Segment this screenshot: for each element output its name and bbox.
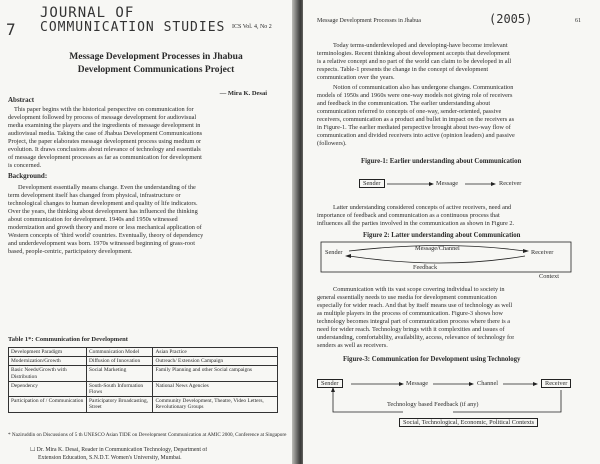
paragraph-line: importance of feedback and communication as a continuous process that	[317, 212, 500, 219]
fig2-message-channel-label: Message/Channel	[415, 245, 460, 252]
paragraph-line: technology becomes integral part of communication process where there is a	[317, 318, 511, 325]
fig3-sender-box: Sender	[317, 379, 343, 388]
background-line: about communication for development. 1940s and 1950s witnessed	[8, 216, 178, 223]
table-footnote: * Naziruddin on Discussions of 5 th UNESCO Asian TIDE on Development Communication at AMIC 2000, Conference at Singapore	[8, 432, 287, 438]
paragraph-line: communication and divided receivers into active (opinion leaders) and passive	[317, 132, 515, 139]
paragraph-line: terminologies. Recent thinking about development accepts that development	[317, 50, 510, 57]
table-caption: Table 1*: Communication for Development	[8, 336, 128, 343]
abstract-line: of message development processes as far as communication for development	[8, 154, 202, 161]
abstract-line: audiovisual media. Taking the case of Jhabua Development Communications	[8, 130, 203, 137]
paragraph-line: (followers).	[317, 140, 347, 147]
background-line: technological changes to human development and quality of life indicators.	[8, 200, 198, 207]
table-row	[9, 397, 278, 412]
background-line: Development essentially means change. Even the understanding of the	[18, 184, 196, 191]
figure-3-caption: Figure-3: Communication for Development using Technology	[343, 356, 521, 363]
figure-3-arrows	[303, 0, 600, 464]
paragraph-line: Notion of communication also has undergone changes. Communication	[333, 84, 514, 91]
fig1-sender-box: Sender	[359, 179, 385, 188]
background-line: modernization and growth theory and more or less mechanical application of	[8, 224, 202, 231]
table-cell: Dependency	[9, 381, 87, 396]
table-cell: South-South Information Flows	[87, 381, 153, 396]
table-header-row	[9, 348, 278, 357]
journal-title-line1: JOURNAL OF	[40, 5, 135, 21]
table-header-cell: Development Paradigm	[9, 348, 87, 357]
abstract-line: media examining the players and the ingredients of message development in	[8, 122, 201, 129]
table-cell: Social Marketing	[87, 366, 153, 381]
background-line: and underdevelopment was born. 1970s witnessed beginning of grass-root	[8, 240, 195, 247]
paragraph-line: in Figure-1. The earlier mediated perspective brought about two-way flow of	[317, 124, 511, 131]
paper-title-line2: Development Communications Project	[77, 65, 235, 75]
fig1-receiver-label: Receiver	[499, 180, 522, 187]
table-cell: Modernization/Growth	[9, 357, 87, 366]
journal-title-line2: COMMUNICATION STUDIES	[40, 20, 226, 35]
fig3-receiver-box: Receiver	[541, 379, 571, 388]
handwritten-year: (2005)	[489, 12, 533, 26]
table-row	[9, 357, 278, 366]
background-line: Western concepts of 'third world' countries. Eventually, theory of dependency	[8, 232, 204, 239]
figure-1-caption: Figure-1: Earlier understanding about Communication	[361, 158, 522, 165]
paragraph-line: communication referred to concepts of one-way, sender-oriented, passive	[317, 108, 502, 115]
running-head: Message Development Processes in Jhabua	[317, 18, 421, 24]
abstract-line: evolution. It draws conclusions about relevance of technology and essentials	[8, 146, 201, 153]
paragraph-line: especially for wider reach. And that by itself means use of technology as well	[317, 302, 513, 309]
background-line: based, people-centric, participatory development.	[8, 248, 133, 255]
fig2-sender-label: Sender	[325, 249, 343, 256]
background-line: term development itself has changed from physical, infrastructure or	[8, 192, 181, 199]
handwritten-mark: 7	[6, 20, 16, 39]
page-number: 61	[575, 18, 581, 24]
figure-2-caption: Figure 2: Latter understanding about Communication	[363, 232, 521, 239]
paragraph-line: need for wider reach. Technology brings with it complexities and issues of	[317, 326, 505, 333]
table-header-cell: Asian Practice	[153, 348, 278, 357]
fig1-message-label: Message	[436, 180, 459, 187]
issue-info: ICS Vol. 4, No 2	[232, 24, 272, 30]
paragraph-line: senders as well as receivers.	[317, 342, 388, 349]
author-note-line1: ☐ Dr. Mira K. Desai, Reader in Communication Technology, Department of	[30, 447, 208, 453]
table-cell: Outreach/ Extension Campaign	[153, 357, 278, 366]
paragraph-line: respects. Table-1 presents the change in the concept of development	[317, 66, 489, 73]
fig3-channel-label: Channel	[477, 380, 498, 387]
paragraph-line: general essentially needs to use media for development communication	[317, 294, 497, 301]
fig3-feedback-label: Technology based Feedback (if any)	[387, 401, 479, 408]
communication-table	[8, 347, 278, 413]
paragraph-line: is a relative concept and no part of the world can claim to be developed in all	[317, 58, 512, 65]
fig3-context-box: Social, Technological, Economic, Political Contexts	[399, 418, 538, 427]
table-cell: Diffusion of Innovation	[87, 357, 153, 366]
table-cell: Community Development, Theatre, Video Letters, Revolutionary Groups	[153, 397, 278, 412]
paragraph-line: understanding, comfortability, availability, access, relevance of technology for	[317, 334, 515, 341]
fig2-receiver-label: Receiver	[531, 249, 554, 256]
table-cell: Family Planning and other Social campaigns	[153, 366, 278, 381]
paragraph-line: receivers, communication as a product and bullet in impact on the receivers as	[317, 116, 515, 123]
left-page	[0, 0, 297, 464]
table-header-cell: Communication Model	[87, 348, 153, 357]
paragraph-line: Communication with its vast scope covering individual to society in	[333, 286, 505, 293]
right-page	[303, 0, 600, 464]
fig2-feedback-label: Feedback	[413, 264, 438, 271]
paragraph-line: Today terms-underdeveloped and developing-have become irrelevant	[333, 42, 508, 49]
author-name: — Mira K. Desai	[219, 90, 267, 97]
abstract-line: Project, the paper elaborates message development process using medium or	[8, 138, 202, 145]
table-cell: National News Agencies	[153, 381, 278, 396]
background-line: Over the years, the thinking about development has influenced the thinking	[8, 208, 198, 215]
abstract-line: development followed by process of message development for audiovisual	[8, 114, 197, 121]
abstract-line: This paper begins with the historical perspective on communication for	[14, 106, 194, 113]
paragraph-line: and feedback in the communication. The earlier understanding about	[317, 100, 491, 107]
table-row	[9, 381, 278, 396]
table-row	[9, 366, 278, 381]
table-cell: Participatory Broadcasting, Street	[87, 397, 153, 412]
table-cell: Participation of / Communication	[9, 397, 87, 412]
paragraph-line: models of 1950s and 1960s were one-way models not giving role of receivers	[317, 92, 513, 99]
author-note-line2: Extension Education, S.N.D.T. Women's University, Mumbai.	[38, 455, 182, 461]
fig2-context-label: Context	[539, 273, 559, 280]
paragraph-line: as multiple players in the process of communication. Figure-3 shows how	[317, 310, 503, 317]
fig3-message-label: Message	[406, 380, 429, 387]
paragraph-line: influences all the parties involved in the communication as shown in Figure 2.	[317, 220, 515, 227]
paper-title-line1: Message Development Processes in Jhabua	[69, 52, 243, 62]
abstract-line: is concerned.	[8, 162, 42, 169]
table-cell: Basic Needs/Growth with Distribution	[9, 366, 87, 381]
paragraph-line: communication over the years.	[317, 74, 395, 81]
abstract-heading: Abstract	[8, 96, 35, 104]
paragraph-line: Latter understanding considered concepts of active receivers, need and	[333, 204, 512, 211]
background-heading: Background:	[8, 172, 48, 180]
